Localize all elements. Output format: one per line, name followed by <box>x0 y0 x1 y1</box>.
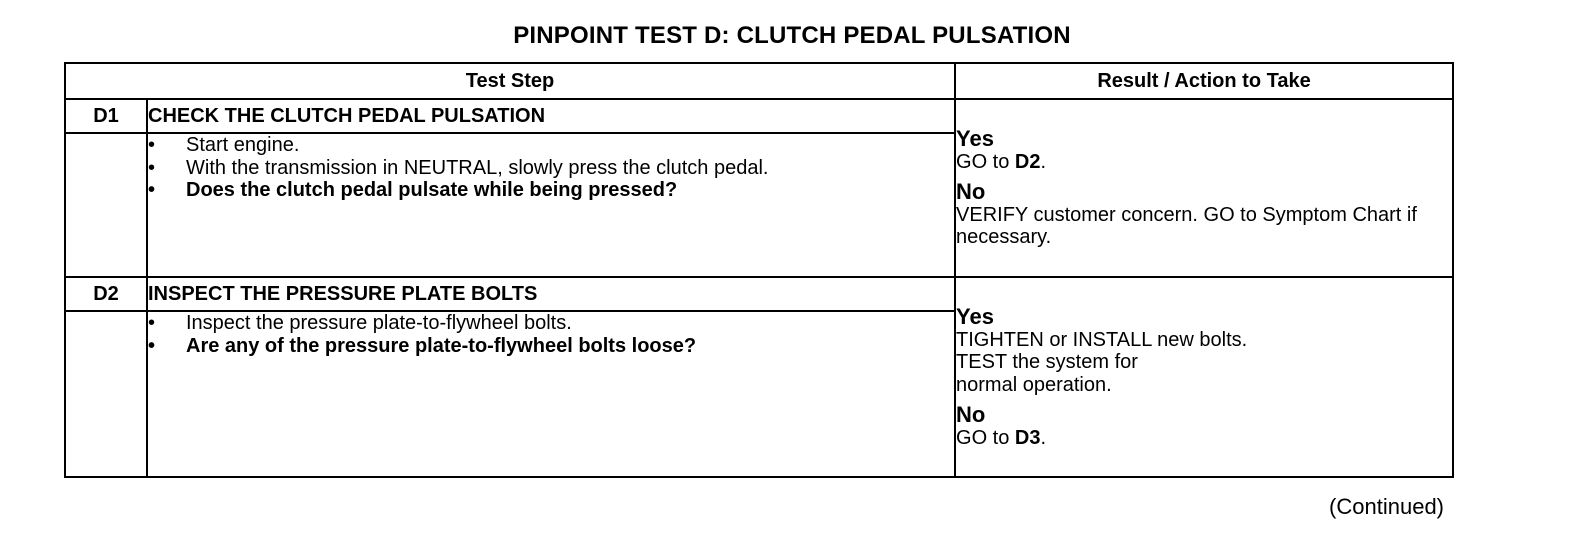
step-title-row <box>65 99 1453 133</box>
step-bullets <box>148 134 954 202</box>
step-title-row <box>65 277 1453 311</box>
page-title: PINPOINT TEST D: CLUTCH PEDAL PULSATION <box>513 22 1071 49</box>
result-yes-line: normal operation. <box>956 374 1112 396</box>
header-result-action: Result / Action to Take <box>955 63 1453 99</box>
list-item: • Start engine. <box>148 134 300 156</box>
result-no <box>956 403 1452 450</box>
pinpoint-test-table <box>64 62 1454 478</box>
result-no-text: GO to D3. <box>956 426 1047 449</box>
step-id-blank <box>65 311 147 477</box>
result-yes <box>956 305 1452 397</box>
result-yes <box>956 127 1452 174</box>
list-item-question: • Are any of the pressure plate-to-flywheel bolts loose? <box>148 334 697 357</box>
step-body <box>147 133 955 277</box>
step-id: D2 <box>65 277 147 311</box>
result-yes-line: TIGHTEN or INSTALL new bolts. <box>956 328 1248 351</box>
result-no <box>956 180 1452 249</box>
result-yes-line: TEST the system for <box>956 351 1138 374</box>
step-id-blank <box>65 133 147 277</box>
result-no-text: VERIFY customer concern. GO to Symptom Chart if necessary. <box>956 203 1417 249</box>
list-item: • With the transmission in NEUTRAL, slowly press the clutch pedal. <box>148 156 769 179</box>
header-test-step: Test Step <box>65 63 955 99</box>
result-cell <box>955 277 1453 477</box>
list-item-question: • Does the clutch pedal pulsate while being pressed? <box>148 179 678 202</box>
table-header-row <box>65 63 1453 99</box>
step-title: CHECK THE CLUTCH PEDAL PULSATION <box>147 99 955 133</box>
result-yes-text: GO to D2. <box>956 151 1047 174</box>
result-no-label: No <box>956 178 986 204</box>
result-yes-label: Yes <box>956 303 994 329</box>
result-cell <box>955 99 1453 277</box>
step-bullets <box>148 312 954 357</box>
step-id: D1 <box>65 99 147 133</box>
step-title: INSPECT THE PRESSURE PLATE BOLTS <box>147 277 955 311</box>
result-no-label: No <box>956 401 986 427</box>
list-item: • Inspect the pressure plate-to-flywheel bolts. <box>148 312 572 334</box>
step-body <box>147 311 955 477</box>
result-yes-label: Yes <box>956 125 994 151</box>
continued-label: (Continued) <box>1329 494 1444 519</box>
